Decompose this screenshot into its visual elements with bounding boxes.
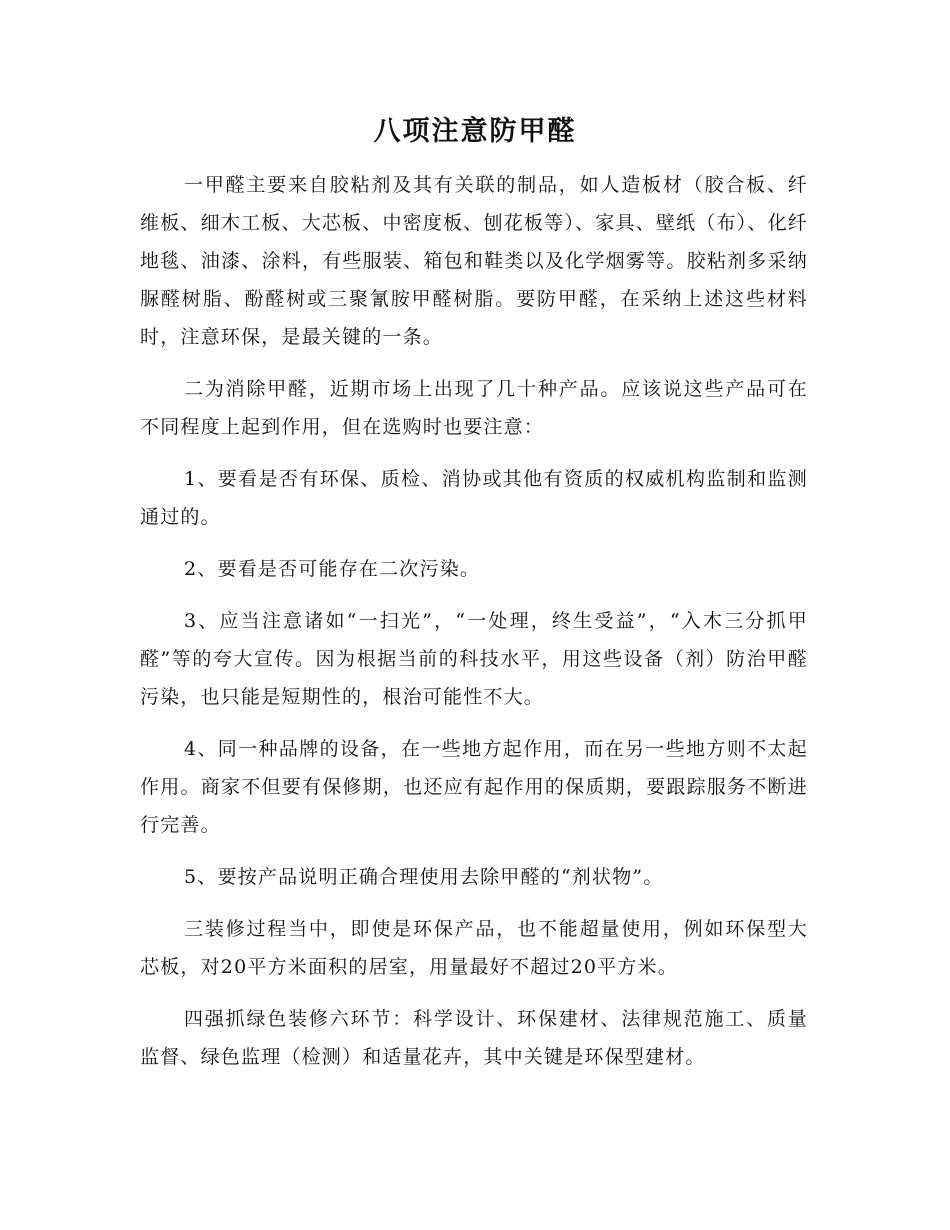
paragraph-4: 2、要看是否可能存在二次污染。	[184, 558, 481, 580]
document-title: 八项注意防甲醛	[373, 116, 577, 147]
paragraph-8: 三装修过程当中，即使是环保产品，也不能超量使用，例如环保型大芯板，对20平方米面积的居室，用量最好不超过20平方米。	[140, 918, 808, 978]
paragraph-1: 一甲醛主要来自胶粘剂及其有关联的制品，如人造板材（胶合板、纤维板、细木工板、大芯板、中密度板、刨花板等）、家具、壁纸（布）、化纤地毯、油漆、涂料，有些服装、箱包和鞋类以及化学烟雾等。胶粘剂多采纳脲醛树脂、酚醛树或三聚氰胺甲醛树脂。要防甲醛，在采纳上述这些材料时，注意环保，是最关键的一条。	[140, 174, 808, 348]
paragraph-3: 1、要看是否有环保、质检、消协或其他有资质的权威机构监制和监测通过的。	[140, 468, 808, 528]
paragraph-9: 四强抓绿色装修六环节：科学设计、环保建材、法律规范施工、质量监督、绿色监理（检测）和适量花卉，其中关键是环保型建材。	[140, 1008, 808, 1068]
paragraph-5: 3、应当注意诸如“一扫光”，“一处理，终生受益”，“入木三分抓甲醛”等的夸大宣传。因为根据当前的科技水平，用这些设备（剂）防治甲醛污染，也只能是短期性的，根治可能性不大。	[140, 610, 808, 708]
paragraph-7: 5、要按产品说明正确合理使用去除甲醛的“剂状物”。	[184, 866, 664, 888]
document-body	[140, 166, 808, 1090]
paragraph-2: 二为消除甲醛，近期市场上出现了几十种产品。应该说这些产品可在不同程度上起到作用，但在选购时也要注意：	[140, 378, 808, 438]
paragraph-6: 4、同一种品牌的设备，在一些地方起作用，而在另一些地方则不太起作用。商家不但要有保修期，也还应有起作用的保质期，要跟踪服务不断进行完善。	[140, 738, 808, 836]
